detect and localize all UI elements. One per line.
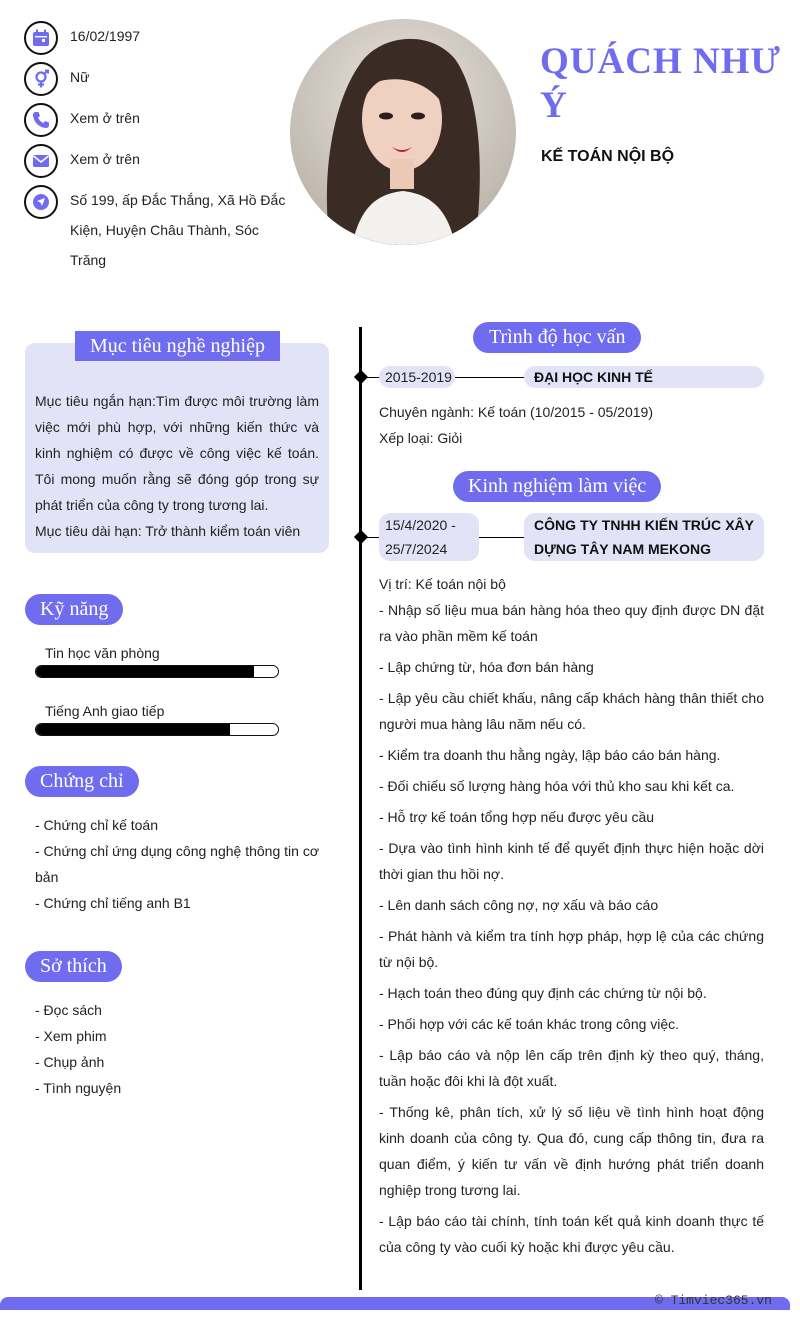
phone-icon bbox=[24, 103, 58, 137]
duty-item: - Kiểm tra doanh thu hằng ngày, lập báo cáo bán hàng. bbox=[379, 747, 721, 763]
education-details bbox=[379, 399, 764, 451]
list-item: - Chứng chỉ ứng dụng công nghệ thông tin cơ bản bbox=[35, 843, 319, 885]
contact-address bbox=[24, 185, 294, 275]
skill-level-bar bbox=[35, 665, 279, 678]
list-item: - Tình nguyện bbox=[35, 1080, 122, 1096]
education-heading: Trình độ học vấn bbox=[473, 322, 641, 353]
email-text: Xem ở trên bbox=[70, 151, 140, 167]
list-item: - Chụp ảnh bbox=[35, 1054, 105, 1070]
duty-item: - Lập báo cáo và nộp lên cấp trên định kỳ theo quý, tháng, tuần hoặc đôi khi là đột xuất. bbox=[379, 1047, 764, 1089]
certificates-list bbox=[35, 812, 325, 916]
certificates-heading: Chứng chỉ bbox=[25, 766, 139, 797]
skill-level-fill bbox=[36, 724, 230, 735]
list-item: - Đọc sách bbox=[35, 1002, 102, 1018]
skill-name: Tiếng Anh giao tiếp bbox=[45, 703, 165, 719]
skills-heading: Kỹ năng bbox=[25, 594, 123, 625]
duty-item: - Dựa vào tình hình kinh tế để quyết định thực hiện hoặc dời thời gian thu hồi nợ. bbox=[379, 840, 764, 882]
job-title: KẾ TOÁN NỘI BỘ bbox=[541, 148, 675, 165]
phone-text: Xem ở trên bbox=[70, 110, 140, 126]
calendar-icon bbox=[24, 21, 58, 55]
duty-item: - Lập chứng từ, hóa đơn bán hàng bbox=[379, 659, 594, 675]
duty-item: - Thống kê, phân tích, xử lý số liệu về tình hình hoạt động kinh doanh của công ty. Qua đó, cung cấp thông tin, đưa ra quan điểm, ý kiến tư vấn về định hướng phát triển doanh nghiệp trong tương lai. bbox=[379, 1104, 764, 1198]
gender-text: Nữ bbox=[70, 69, 90, 85]
objective-long-term: Mục tiêu dài hạn: Trở thành kiểm toán viên bbox=[35, 523, 301, 539]
list-item: - Chứng chỉ tiếng anh B1 bbox=[35, 895, 191, 911]
duty-item: - Đối chiếu số lượng hàng hóa với thủ kho sau khi kết ca. bbox=[379, 778, 735, 794]
duty-item: - Hạch toán theo đúng quy định các chứng từ nội bộ. bbox=[379, 985, 707, 1001]
experience-details bbox=[379, 571, 764, 1265]
objective-heading: Mục tiêu nghề nghiệp bbox=[75, 331, 280, 361]
duty-item: - Lập yêu cầu chiết khấu, nâng cấp khách hàng thân thiết cho người mua hàng lâu năm nếu có. bbox=[379, 690, 764, 732]
list-item: - Chứng chỉ kế toán bbox=[35, 817, 158, 833]
duty-item: - Lên danh sách công nợ, nợ xấu và báo cáo bbox=[379, 897, 659, 913]
address-text: Số 199, ấp Đắc Thắng, Xã Hồ Đắc Kiện, Huyện Châu Thành, Sóc Trăng bbox=[70, 192, 286, 268]
footer-credit: © Timviec365.vn bbox=[654, 1293, 772, 1308]
duty-item: - Lập báo cáo tài chính, tính toán kết quả kinh doanh thực tế của công ty vào cuối kỳ hoặc khi được yêu cầu. bbox=[379, 1213, 764, 1255]
timeline-line bbox=[359, 327, 362, 1290]
skill-name: Tin học văn phòng bbox=[45, 645, 160, 661]
experience-end: 25/7/2024 bbox=[385, 541, 448, 557]
hobbies-list bbox=[35, 997, 325, 1101]
experience-company: CÔNG TY TNHH KIẾN TRÚC XÂY DỰNG TÂY NAM MEKONG bbox=[524, 513, 764, 561]
experience-start: 15/4/2020 - bbox=[385, 517, 456, 533]
contact-email bbox=[24, 144, 294, 178]
education-period: 2015-2019 bbox=[379, 366, 455, 388]
education-grade: Xếp loại: Giỏi bbox=[379, 430, 463, 446]
education-major: Chuyên ngành: Kế toán (10/2015 - 05/2019) bbox=[379, 404, 653, 420]
skill-level-fill bbox=[36, 666, 254, 677]
contact-phone bbox=[24, 103, 294, 137]
profile-photo bbox=[290, 19, 516, 245]
gender-icon bbox=[24, 62, 58, 96]
contact-birthday bbox=[24, 21, 294, 55]
mail-icon bbox=[24, 144, 58, 178]
duty-item: - Hỗ trợ kế toán tổng hợp nếu được yêu cầu bbox=[379, 809, 655, 825]
contact-gender bbox=[24, 62, 294, 96]
hobbies-heading: Sở thích bbox=[25, 951, 122, 982]
duty-item: - Phối hợp với các kế toán khác trong công việc. bbox=[379, 1016, 680, 1032]
duty-item: - Phát hành và kiểm tra tính hợp pháp, hợp lệ của các chứng từ nội bộ. bbox=[379, 928, 764, 970]
objective-text bbox=[35, 388, 319, 544]
list-item: - Xem phim bbox=[35, 1028, 107, 1044]
candidate-name: QUÁCH NHƯ Ý bbox=[540, 41, 781, 126]
experience-position: Vị trí: Kế toán nội bộ bbox=[379, 576, 506, 592]
experience-heading: Kinh nghiệm làm việc bbox=[453, 471, 661, 502]
location-icon bbox=[24, 185, 58, 219]
objective-short-term: Mục tiêu ngắn hạn:Tìm được môi trường làm việc mới phù hợp, với những kiến thức và kinh nghiệm có được về công việc kế toán. Tôi mong muốn rằng sẽ đóng góp trong sự phát triển của công ty trong tương lai. bbox=[35, 393, 319, 513]
duty-item: - Nhập số liệu mua bán hàng hóa theo quy định được DN đặt ra vào phần mềm kế toán bbox=[379, 602, 764, 644]
skill-level-bar bbox=[35, 723, 279, 736]
education-school: ĐẠI HỌC KINH TẾ bbox=[524, 366, 764, 388]
experience-period bbox=[379, 513, 479, 561]
birthday-text: 16/02/1997 bbox=[70, 28, 141, 44]
